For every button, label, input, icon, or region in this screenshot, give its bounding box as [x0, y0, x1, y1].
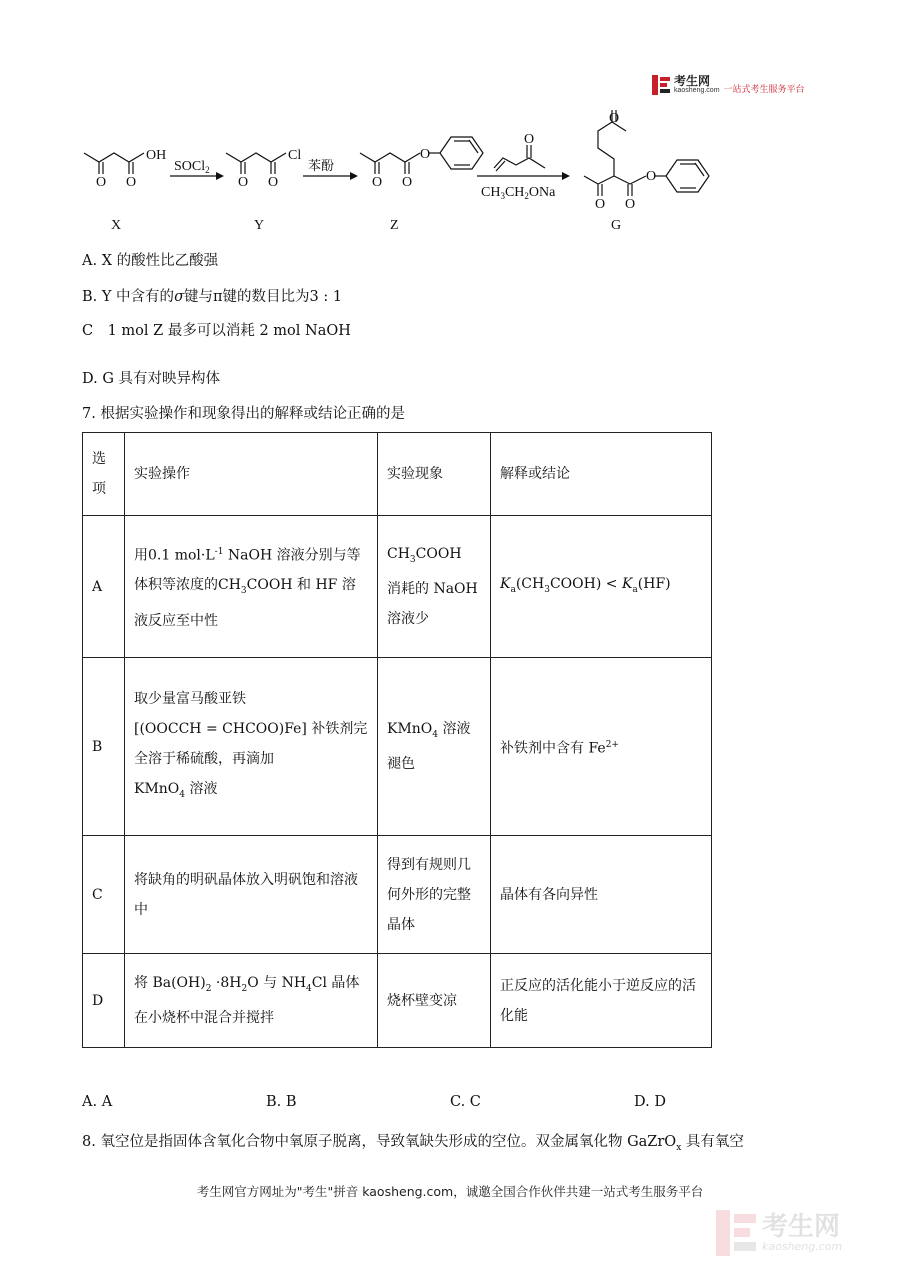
logo-name: 考生网 [674, 73, 711, 88]
row-conclusion: 晶体有各向异性 [491, 836, 712, 954]
row-conclusion: $K_a(CH_3COOH) < K_a(HF)$ [491, 516, 712, 658]
table-row [83, 658, 712, 836]
svg-text:O: O [625, 197, 636, 212]
svg-text:O: O [126, 175, 137, 190]
label-z: Z [390, 218, 399, 233]
watermark [716, 1208, 886, 1258]
row-phenomenon: KMnO$_4$ 溶液褪色 [378, 658, 491, 836]
row-operation: 将 $Ba(OH)_2 \cdot 8H_2O$ 与 $NH_4Cl$ 晶体在小烧杯中混合并搅拌 [125, 954, 378, 1048]
header-conclusion: 解释或结论 [491, 433, 712, 516]
row-operation: 将缺角的明矾晶体放入明矾饱和溶液中 [125, 836, 378, 954]
header-logo [652, 74, 805, 96]
x-oh: OH [146, 148, 167, 163]
row-label: B [83, 658, 125, 836]
logo-mark-icon [652, 75, 670, 95]
svg-text:O: O [609, 111, 620, 126]
x-skeleton [84, 153, 144, 162]
reagent-etona: $CH_3CH_2ONa$ [481, 185, 556, 201]
reagent-phenol: 苯酚 [308, 159, 335, 174]
row-phenomenon: 烧杯壁变凉 [378, 954, 491, 1048]
table-header-row [83, 433, 712, 516]
row-label: A [83, 516, 125, 658]
row-label: C [83, 836, 125, 954]
watermark-logo-icon [716, 1210, 756, 1256]
table-row [83, 954, 712, 1048]
label-x: X [111, 218, 122, 233]
row-conclusion: 正反应的活化能小于逆反应的活化能 [491, 954, 712, 1048]
header-phenomenon: 实验现象 [378, 433, 491, 516]
q7-option-b: B. B [266, 1094, 297, 1110]
experiment-table [82, 432, 712, 1048]
table-row [83, 516, 712, 658]
q6-option-a: A. X 的酸性比乙酸强 [82, 253, 219, 269]
row-operation: 用0.1 $mol\cdot L^{-1}$ NaOH 溶液分别与等体积等浓度的$CH_3COOH$ 和 HF 溶液反应至中性 [125, 516, 378, 658]
table-row [83, 836, 712, 954]
row-operation: 取少量富马酸亚铁 [(OOCCH = CHCOO)Fe] 补铁剂完全溶于稀硫酸，再滴加 KMnO$_4$ 溶液 [125, 658, 378, 836]
svg-text:O: O [96, 175, 107, 190]
svg-text:O: O [402, 175, 413, 190]
header-option: 选项 [83, 433, 125, 516]
row-label: D [83, 954, 125, 1048]
reaction-scheme [0, 100, 900, 240]
reagent-socl2: SOCl$_2$ [174, 159, 210, 175]
q7-option-c: C. C [450, 1094, 481, 1110]
label-g: G [611, 218, 622, 233]
q7-option-d: D. D [634, 1094, 666, 1110]
header-operation: 实验操作 [125, 433, 378, 516]
watermark-url: kaosheng.com [762, 1239, 843, 1253]
q6-option-b: B. Y 中含有的σ键与π键的数目比为3 : 1 [82, 289, 343, 305]
footer-text: 考生网官方网址为"考生"拼音 kaosheng.com，诚邀全国合作伙伴共建一站式考生服务平台 [196, 1184, 704, 1199]
svg-text:O: O [238, 175, 249, 190]
logo-url: kaosheng.com [674, 86, 720, 94]
svg-text:O: O [268, 175, 279, 190]
svg-text:O: O [372, 175, 383, 190]
watermark-text: 考生网 [762, 1211, 841, 1242]
q7-stem: 7. 根据实验操作和现象得出的解释或结论正确的是 [82, 406, 405, 422]
row-phenomenon: $CH_3COOH$ 消耗的 NaOH 溶液少 [378, 516, 491, 658]
label-y: Y [254, 218, 265, 233]
row-conclusion: 补铁剂中含有 $Fe^{2+}$ [491, 658, 712, 836]
q8-stem: 8. 氧空位是指固体含氧化合物中氧原子脱离，导致氧缺失形成的空位。双金属氧化物 GaZrO$_x$ 具有氧空 [82, 1134, 744, 1153]
svg-text:O: O [646, 169, 657, 184]
logo-slogan: 一站式考生服务平台 [723, 84, 805, 95]
q6-option-c: C 1 mol Z 最多可以消耗 2 mol NaOH [82, 323, 351, 339]
svg-text:O: O [524, 132, 535, 147]
svg-text:O: O [595, 197, 606, 212]
q7-option-a: A. A [82, 1094, 113, 1110]
svg-text:O: O [420, 147, 431, 162]
q6-option-d: D. G 具有对映异构体 [82, 371, 221, 387]
y-cl: Cl [288, 148, 302, 163]
row-phenomenon: 得到有规则几何外形的完整晶体 [378, 836, 491, 954]
